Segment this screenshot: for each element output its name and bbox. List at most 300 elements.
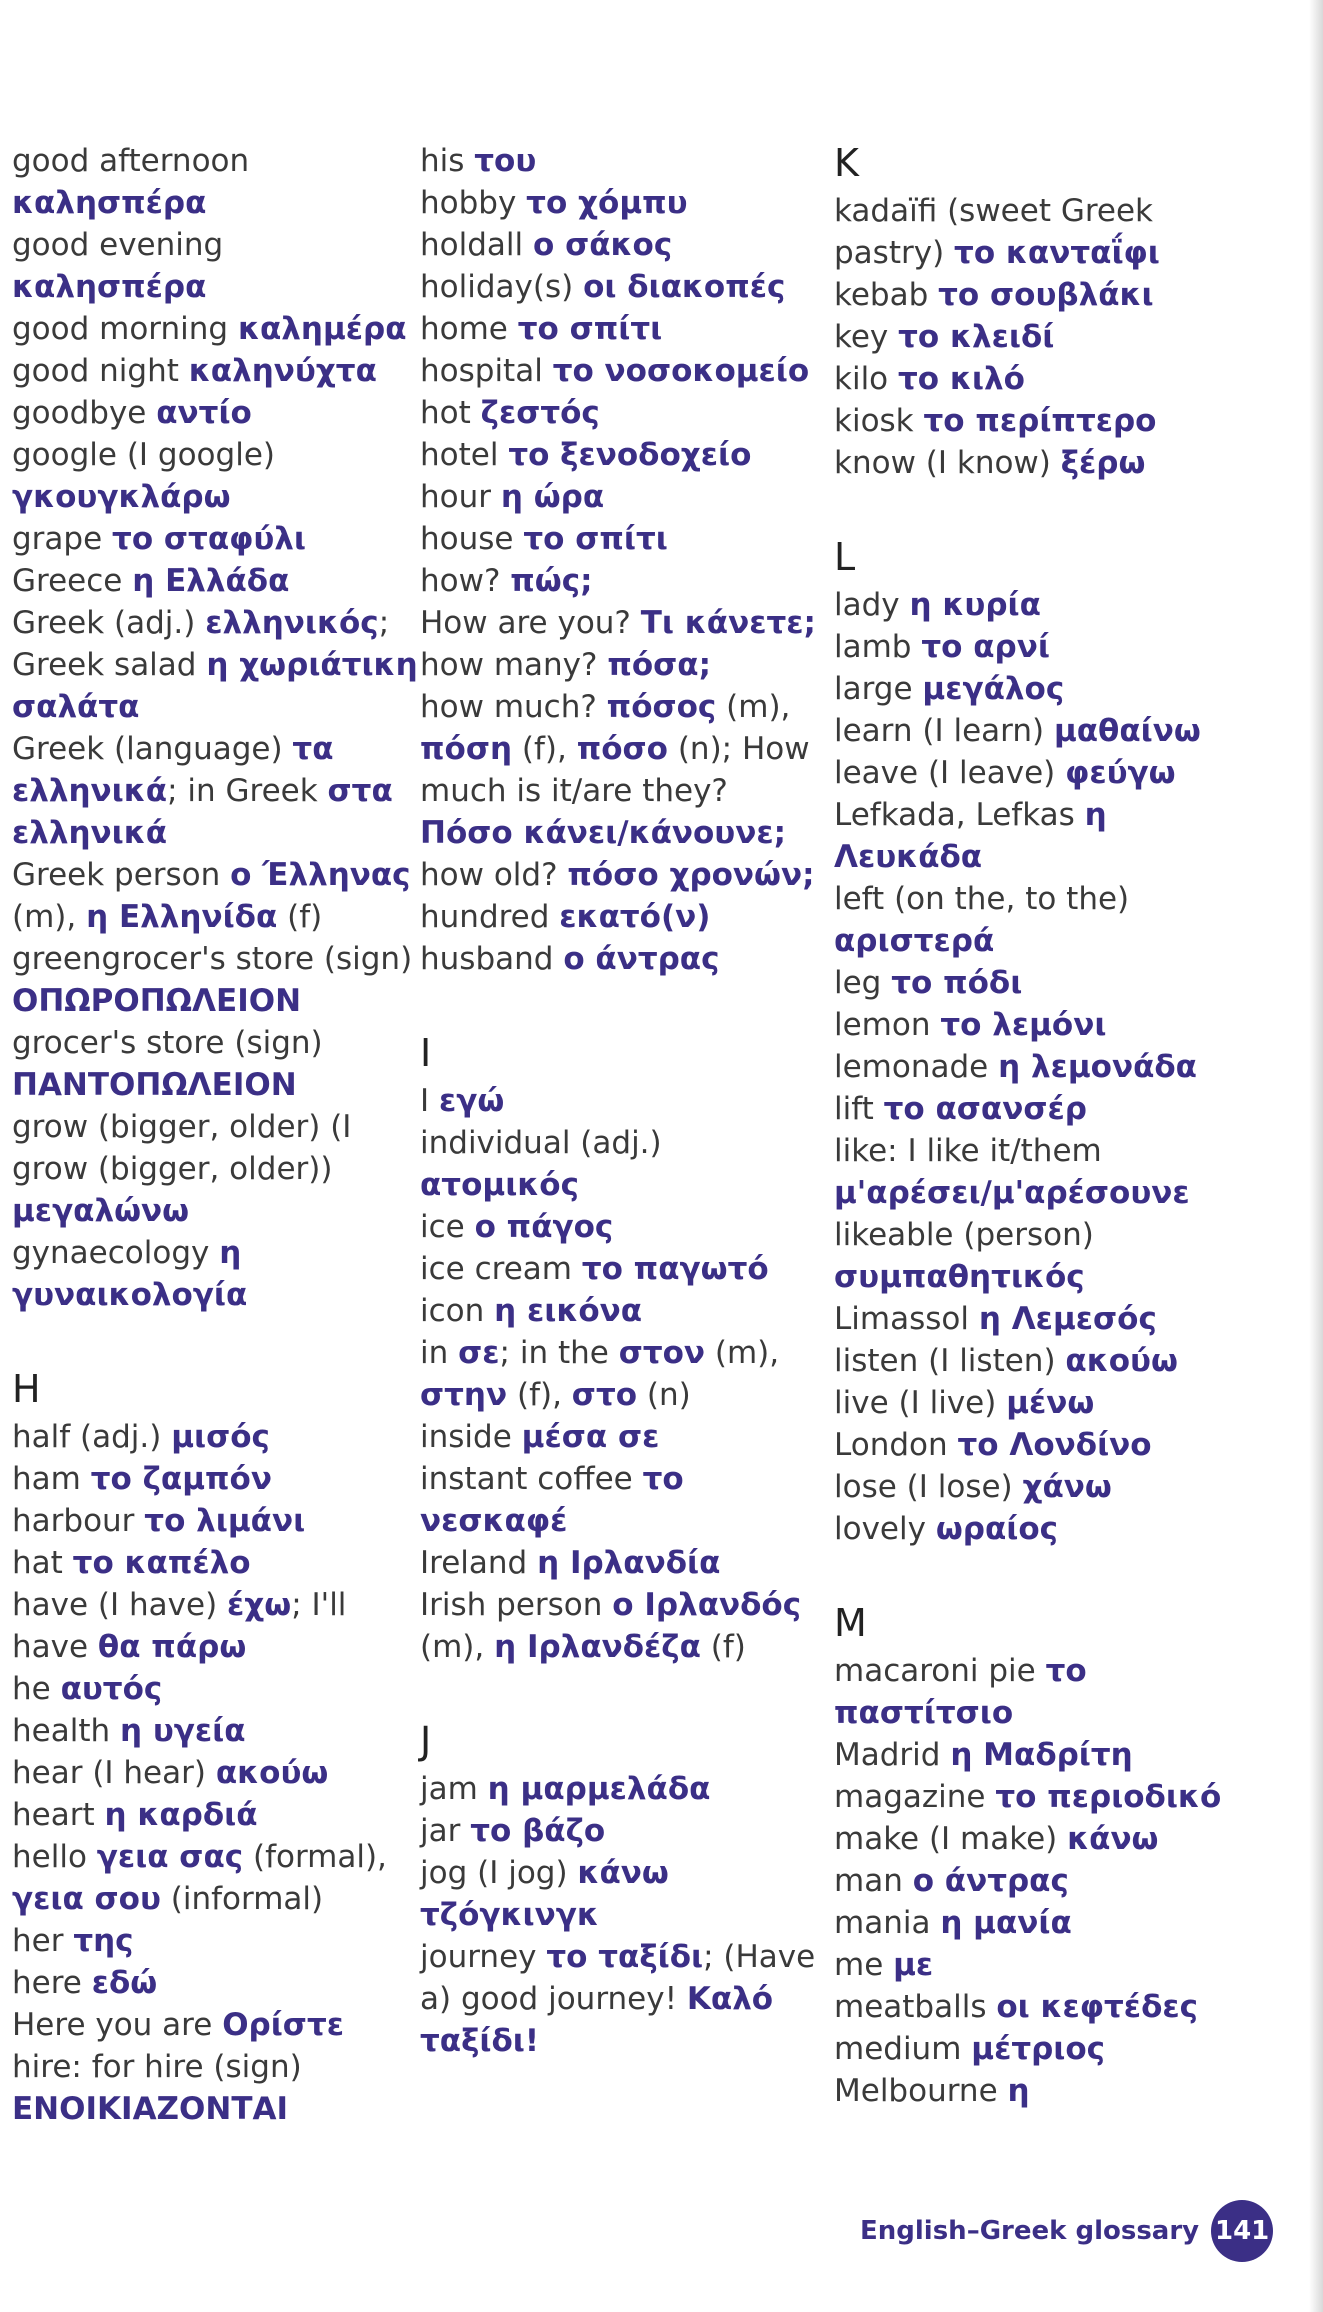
glossary-entry-line <box>420 1248 820 1290</box>
greek-translation: ο Έλληνας <box>230 857 411 893</box>
english-term: ice <box>420 1209 475 1245</box>
english-term: hotel <box>420 437 509 473</box>
greek-translation: ξέρω <box>1060 445 1146 481</box>
glossary-entry-line <box>834 1424 1274 1466</box>
english-term: mania <box>834 1905 941 1941</box>
english-term: inside <box>420 1419 522 1455</box>
glossary-column-2 <box>420 140 820 2062</box>
english-term: meatballs <box>834 1989 997 2025</box>
greek-translation: εδώ <box>91 1965 158 2001</box>
english-term: jar <box>420 1813 471 1849</box>
english-term: listen (I listen) <box>834 1343 1066 1379</box>
glossary-entry-line <box>12 560 400 602</box>
glossary-entry-line <box>420 560 820 602</box>
glossary-entry-line <box>12 1022 400 1064</box>
greek-translation: του <box>474 143 537 179</box>
greek-translation: η κυρία <box>909 587 1041 623</box>
greek-translation: ο Ιρλανδός <box>612 1587 802 1623</box>
greek-translation: το περίπτερο <box>923 403 1157 439</box>
greek-translation: το καπέλο <box>72 1545 251 1581</box>
greek-translation: το ζαμπόν <box>90 1461 272 1497</box>
glossary-entry-line <box>420 1290 820 1332</box>
english-term: (m), <box>716 689 791 725</box>
english-term: have <box>12 1629 98 1665</box>
section-letter-heading: J <box>420 1719 432 1763</box>
greek-translation: αριστερά <box>834 923 995 959</box>
english-term: Greek (adj.) <box>12 605 206 641</box>
greek-translation: πόση <box>420 731 513 767</box>
english-term: jog (I jog) <box>420 1855 578 1891</box>
greek-translation: η Ελλάδα <box>132 563 290 599</box>
greek-translation: μαθαίνω <box>1053 713 1201 749</box>
glossary-entry-line <box>834 2070 1274 2112</box>
greek-translation: γεια σου <box>12 1881 161 1917</box>
greek-translation: γκουγκλάρω <box>12 479 231 515</box>
greek-translation: η Ιρλανδέζα <box>494 1629 701 1665</box>
english-term: (f) <box>700 1629 746 1665</box>
english-term: good night <box>12 353 189 389</box>
english-term: Madrid <box>834 1737 951 1773</box>
greek-translation: μένω <box>1006 1385 1095 1421</box>
glossary-entry-line <box>834 1130 1274 1172</box>
glossary-entry-line <box>12 308 407 350</box>
greek-translation: το ξενοδοχείο <box>508 437 752 473</box>
section-spacer <box>12 1316 400 1366</box>
glossary-entry-line <box>834 1818 1274 1860</box>
glossary-entry-line <box>420 896 820 938</box>
greek-translation: με <box>893 1947 934 1983</box>
english-term: hat <box>12 1545 73 1581</box>
glossary-entry-line <box>12 1106 400 1148</box>
english-term: husband <box>420 941 564 977</box>
glossary-entry-line <box>834 1466 1274 1508</box>
greek-translation: νεσκαφέ <box>420 1503 568 1539</box>
glossary-entry-line <box>12 1836 400 1878</box>
glossary-entry-line <box>12 938 413 980</box>
greek-translation: το νοσοκομείο <box>552 353 810 389</box>
greek-translation: το βάζο <box>470 1813 606 1849</box>
greek-translation: η ώρα <box>500 479 605 515</box>
greek-translation: το <box>1045 1653 1087 1689</box>
glossary-entry-line <box>834 962 1274 1004</box>
english-term: macaroni pie <box>834 1653 1046 1689</box>
greek-translation: το Λονδίνο <box>957 1427 1152 1463</box>
glossary-entry-line <box>834 1340 1274 1382</box>
greek-translation: κάνω <box>1067 1821 1159 1857</box>
english-term: (informal) <box>160 1881 324 1917</box>
glossary-entry-line <box>12 644 418 686</box>
glossary-entry-line <box>12 854 411 896</box>
greek-translation: ελληνικά <box>12 815 168 851</box>
glossary-entry-line <box>834 1046 1274 1088</box>
glossary-entry-line <box>834 878 1274 920</box>
glossary-entry-line <box>834 752 1274 794</box>
section-spacer <box>834 484 1274 534</box>
glossary-entry-line <box>12 1794 400 1836</box>
english-term: holdall <box>420 227 533 263</box>
glossary-entry-line <box>420 686 820 728</box>
english-term: his <box>420 143 475 179</box>
greek-translation: καληνύχτα <box>188 353 377 389</box>
glossary-entry-line <box>834 232 1274 274</box>
english-term: how old? <box>420 857 568 893</box>
english-term: much is it/are they? <box>420 773 728 809</box>
glossary-entry-line <box>420 938 820 980</box>
english-term: ; I'll <box>291 1587 347 1623</box>
english-term: ; in Greek <box>167 773 328 809</box>
glossary-entry-line <box>834 626 1274 668</box>
glossary-entry-line <box>12 770 400 812</box>
greek-translation: η μαρμελάδα <box>487 1771 711 1807</box>
english-term: I <box>420 1083 439 1119</box>
english-term: greengrocer's store (sign) <box>12 941 413 977</box>
greek-translation: το παγωτό <box>581 1251 769 1287</box>
glossary-entry-line <box>834 794 1274 836</box>
page-edge-shadow <box>1309 0 1323 2312</box>
glossary-entry-line <box>420 518 820 560</box>
english-term: Limassol <box>834 1301 979 1337</box>
english-term: jam <box>420 1771 488 1807</box>
english-term: (n) <box>637 1377 691 1413</box>
greek-translation: το σουβλάκι <box>938 277 1154 313</box>
greek-translation: ο άντρας <box>912 1863 1069 1899</box>
glossary-entry-line <box>420 1542 820 1584</box>
glossary-entry-line <box>12 1710 400 1752</box>
glossary-entry-line <box>420 1768 820 1810</box>
glossary-entry-line <box>420 1810 820 1852</box>
glossary-entry-line <box>420 1500 820 1542</box>
glossary-entry-line <box>420 392 820 434</box>
greek-translation: κάνω <box>577 1855 669 1891</box>
glossary-entry-line <box>12 1752 400 1794</box>
glossary-entry-line <box>12 140 400 182</box>
greek-translation: η υγεία <box>120 1713 246 1749</box>
greek-translation: έχω <box>227 1587 292 1623</box>
english-term: Greece <box>12 563 133 599</box>
greek-translation: το περιοδικό <box>995 1779 1222 1815</box>
greek-translation: το κλειδί <box>898 319 1055 355</box>
glossary-entry-line <box>12 182 400 224</box>
greek-translation: ΟΠΩΡΟΠΩΛΕΙΟΝ <box>12 983 302 1019</box>
english-term: hot <box>420 395 481 431</box>
greek-translation: το <box>642 1461 684 1497</box>
english-term: lamb <box>834 629 922 665</box>
glossary-entry-line <box>420 2020 820 2062</box>
english-term: London <box>834 1427 958 1463</box>
greek-translation: στο <box>571 1377 638 1413</box>
english-term: have (I have) <box>12 1587 228 1623</box>
english-term: hobby <box>420 185 527 221</box>
english-term: hour <box>420 479 501 515</box>
english-term: harbour <box>12 1503 145 1539</box>
english-term: hospital <box>420 353 553 389</box>
glossary-entry-line <box>12 2004 400 2046</box>
glossary-entry-line <box>420 854 820 896</box>
glossary-entry-line <box>420 1894 820 1936</box>
glossary-entry-line <box>420 140 820 182</box>
greek-translation: πόσο <box>576 731 668 767</box>
glossary-entry-line <box>420 1416 820 1458</box>
english-term: ice cream <box>420 1251 582 1287</box>
glossary-entry-line <box>834 1650 1274 1692</box>
greek-translation: ΕΝΟΙΚΙΑΖΟΝΤΑΙ <box>12 2091 289 2127</box>
english-term: live (I live) <box>834 1385 1007 1421</box>
glossary-entry-line <box>834 668 1274 710</box>
greek-translation: ωραίος <box>935 1511 1058 1547</box>
english-term: holiday(s) <box>420 269 584 305</box>
english-term: large <box>834 671 923 707</box>
english-term: man <box>834 1863 913 1899</box>
english-term: learn (I learn) <box>834 713 1054 749</box>
english-term: (formal), <box>243 1839 387 1875</box>
glossary-entry-line <box>12 1584 400 1626</box>
english-term: kebab <box>834 277 939 313</box>
english-term: he <box>12 1671 61 1707</box>
glossary-entry-line <box>12 266 400 308</box>
glossary-entry-line <box>420 1122 820 1164</box>
glossary-entry-line <box>12 476 400 518</box>
glossary-entry-line <box>834 1298 1274 1340</box>
english-term: How are you? <box>420 605 641 641</box>
english-term: Melbourne <box>834 2073 1008 2109</box>
glossary-entry-line <box>420 476 820 518</box>
greek-translation: ο πάγος <box>474 1209 614 1245</box>
glossary-entry-line <box>420 224 820 266</box>
greek-translation: το κανταΐφι <box>954 235 1160 271</box>
english-term: google (I google) <box>12 437 275 473</box>
greek-translation: η χωριάτικη <box>206 647 418 683</box>
english-term: lovely <box>834 1511 936 1547</box>
glossary-entry-line <box>420 728 820 770</box>
english-term: like: I like it/them <box>834 1133 1102 1169</box>
english-term: likeable (person) <box>834 1217 1094 1253</box>
section-letter-heading: L <box>834 535 856 579</box>
english-term: hundred <box>420 899 560 935</box>
greek-translation: πόσα; <box>607 647 711 683</box>
english-term: ham <box>12 1461 91 1497</box>
page-footer <box>860 2200 1273 2262</box>
glossary-entry-line <box>834 190 1274 232</box>
greek-translation: το πόδι <box>891 965 1023 1001</box>
glossary-entry-line <box>12 1626 400 1668</box>
glossary-entry-line <box>834 710 1274 752</box>
greek-translation: της <box>73 1923 134 1959</box>
greek-translation: το λεμόνι <box>940 1007 1107 1043</box>
english-term: good afternoon <box>12 143 250 179</box>
english-term: know (I know) <box>834 445 1061 481</box>
glossary-entry-line <box>12 1458 400 1500</box>
glossary-column-3 <box>834 140 1274 2112</box>
glossary-entry-line <box>12 434 400 476</box>
greek-translation: μεγάλος <box>922 671 1065 707</box>
english-term: gynaecology <box>12 1235 220 1271</box>
english-term: Greek person <box>12 857 231 893</box>
greek-translation: ΠΑΝΤΟΠΩΛΕΙΟΝ <box>12 1067 297 1103</box>
greek-translation: μέσα σε <box>521 1419 660 1455</box>
greek-translation: Λευκάδα <box>834 839 983 875</box>
greek-translation: το σπίτι <box>523 521 668 557</box>
glossary-entry-line <box>834 1256 1274 1298</box>
english-term: good morning <box>12 311 238 347</box>
greek-translation: πώς; <box>510 563 593 599</box>
greek-translation: ακούω <box>1065 1343 1178 1379</box>
section-letter-heading: M <box>834 1601 867 1645</box>
greek-translation: η Ιρλανδία <box>537 1545 721 1581</box>
english-term: lose (I lose) <box>834 1469 1023 1505</box>
english-term: how much? <box>420 689 607 725</box>
english-term: (m), <box>705 1335 780 1371</box>
glossary-entry-line <box>12 1542 400 1584</box>
english-term: grocer's store (sign) <box>12 1025 323 1061</box>
section-letter-heading: K <box>834 141 859 185</box>
greek-translation: Καλό <box>686 1981 774 2017</box>
greek-translation: αυτός <box>60 1671 163 1707</box>
english-term: lady <box>834 587 910 623</box>
greek-translation: το αρνί <box>921 629 1050 665</box>
greek-translation: ατομικός <box>420 1167 579 1203</box>
greek-translation: ο σάκος <box>532 227 673 263</box>
glossary-entry-line <box>834 1692 1274 1734</box>
english-term: kadaïfi (sweet Greek <box>834 193 1154 229</box>
english-term: ; in the <box>499 1335 619 1371</box>
greek-translation: οι κεφτέδες <box>996 1989 1198 2025</box>
glossary-entry-line <box>420 1852 820 1894</box>
english-term: grow (bigger, older) (I <box>12 1109 352 1145</box>
english-term: kiosk <box>834 403 924 439</box>
english-term: (m), <box>12 899 87 935</box>
glossary-entry-line <box>420 350 820 392</box>
glossary-entry-line <box>420 1584 820 1626</box>
greek-translation: ελληνικός <box>205 605 379 641</box>
greek-translation: καλησπέρα <box>12 269 207 305</box>
glossary-entry-line <box>420 1458 820 1500</box>
english-term: her <box>12 1923 74 1959</box>
section-spacer <box>420 1668 820 1718</box>
glossary-entry-line <box>834 1734 1274 1776</box>
greek-translation: μ'αρέσει/μ'αρέσουνε <box>834 1175 1190 1211</box>
english-term: home <box>420 311 518 347</box>
glossary-entry-line <box>12 224 400 266</box>
greek-translation: σε <box>458 1335 500 1371</box>
section-letter-heading: I <box>420 1031 432 1075</box>
glossary-footer-label: English–Greek glossary <box>860 2216 1200 2246</box>
greek-translation: στον <box>618 1335 706 1371</box>
english-term: (n); How <box>667 731 810 767</box>
greek-translation: αντίο <box>156 395 252 431</box>
glossary-entry-line <box>12 2088 400 2130</box>
glossary-entry-line <box>834 1508 1274 1550</box>
glossary-entry-line <box>834 2028 1274 2070</box>
greek-translation: η Ελληνίδα <box>86 899 278 935</box>
greek-translation: μεγαλώνω <box>12 1193 190 1229</box>
english-term: heart <box>12 1797 105 1833</box>
greek-translation: μισός <box>171 1419 270 1455</box>
greek-translation: θα πάρω <box>97 1629 247 1665</box>
greek-translation: η καρδιά <box>104 1797 258 1833</box>
english-term: how? <box>420 563 511 599</box>
english-term: hear (I hear) <box>12 1755 216 1791</box>
glossary-entry-line <box>834 1944 1274 1986</box>
greek-translation: συμπαθητικός <box>834 1259 1085 1295</box>
greek-translation: οι διακοπές <box>583 269 786 305</box>
glossary-entry-line <box>420 812 820 854</box>
glossary-entry-line <box>834 1004 1274 1046</box>
glossary-entry-line <box>420 1374 820 1416</box>
greek-translation: Ορίστε <box>222 2007 344 2043</box>
greek-translation: το ταξίδι <box>546 1939 704 1975</box>
greek-translation: το ασανσέρ <box>883 1091 1087 1127</box>
greek-translation: στην <box>420 1377 508 1413</box>
english-term: (f), <box>512 731 577 767</box>
glossary-entry-line <box>12 2046 400 2088</box>
glossary-entry-line <box>12 1274 400 1316</box>
greek-translation: Πόσο κάνει/κάνουνε; <box>420 815 787 851</box>
glossary-entry-line <box>834 400 1274 442</box>
glossary-entry-line <box>12 518 400 560</box>
greek-translation: το σταφύλι <box>112 521 307 557</box>
english-term: Lefkada, Lefkas <box>834 797 1085 833</box>
glossary-entry-line <box>420 1978 820 2020</box>
glossary-entry-line <box>834 274 1274 316</box>
section-spacer <box>420 980 820 1030</box>
english-term: in <box>420 1335 459 1371</box>
glossary-entry-line <box>420 644 820 686</box>
glossary-entry-line <box>834 1776 1274 1818</box>
glossary-entry-line <box>12 1064 400 1106</box>
glossary-entry-line <box>12 728 400 770</box>
greek-translation: η <box>1007 2073 1030 2109</box>
english-term: half (adj.) <box>12 1419 172 1455</box>
page-number-badge: 141 <box>1211 2200 1273 2262</box>
english-term: (f), <box>507 1377 572 1413</box>
greek-translation: πόσος <box>606 689 717 725</box>
english-term: (m), <box>420 1629 495 1665</box>
english-term: lemon <box>834 1007 941 1043</box>
greek-translation: παστίτσιο <box>834 1695 1014 1731</box>
english-term: medium <box>834 2031 972 2067</box>
greek-translation: ταξίδι! <box>420 2023 539 2059</box>
english-term: key <box>834 319 899 355</box>
english-term: grow (bigger, older)) <box>12 1151 333 1187</box>
glossary-entry-line <box>12 896 400 938</box>
glossary-entry-line <box>12 350 400 392</box>
english-term: here <box>12 1965 92 2001</box>
greek-translation: το χόμπυ <box>526 185 688 221</box>
glossary-entry-line <box>12 1232 400 1274</box>
section-spacer <box>834 1550 1274 1600</box>
greek-translation: χάνω <box>1022 1469 1112 1505</box>
glossary-entry-line <box>12 1416 400 1458</box>
english-term: (f) <box>277 899 323 935</box>
greek-translation: καλησπέρα <box>12 185 207 221</box>
greek-translation: η εικόνα <box>494 1293 643 1329</box>
glossary-entry-line <box>12 812 400 854</box>
english-term: Here you are <box>12 2007 223 2043</box>
glossary-entry-line <box>420 1206 820 1248</box>
glossary-entry-line <box>420 1332 820 1374</box>
english-term: a) good journey! <box>420 1981 687 2017</box>
english-term: good evening <box>12 227 224 263</box>
greek-translation: η <box>219 1235 242 1271</box>
glossary-entry-line <box>834 920 1274 962</box>
english-term: make (I make) <box>834 1821 1068 1857</box>
glossary-entry-line <box>834 1172 1274 1214</box>
english-term: how many? <box>420 647 608 683</box>
greek-translation: η <box>1084 797 1107 833</box>
english-term: leave (I leave) <box>834 755 1066 791</box>
greek-translation: φεύγω <box>1065 755 1176 791</box>
glossary-entry-line <box>834 1214 1274 1256</box>
